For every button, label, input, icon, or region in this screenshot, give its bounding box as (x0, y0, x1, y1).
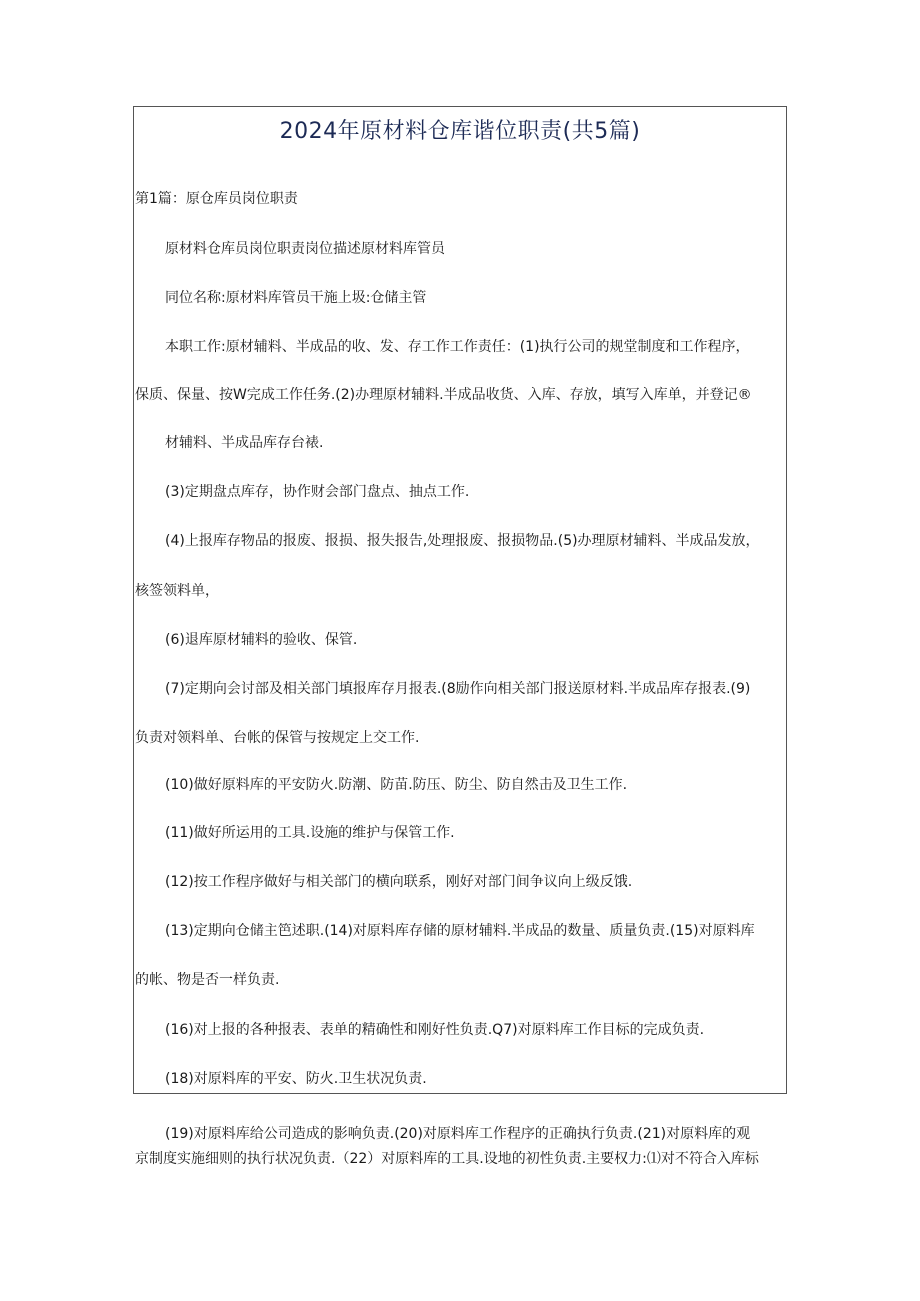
paragraph-line: (11)做好所运用的工具.设施的维护与保管工作. (165, 825, 455, 841)
paragraph-line: (10)做好原料库的平安防火.防潮、防苗.防压、防尘、防自然击及卫生工作. (165, 777, 628, 793)
paragraph-line: (7)定期向会讨部及相关部门填报库存月报表.(8励作向相关部门报送原材料.半成品库存报表.(9) (165, 681, 751, 697)
paragraph-line: 负责对领料单、台帐的保管与按规定上交工作. (135, 730, 420, 746)
paragraph-line: (6)退库原材辅料的验收、保管. (165, 632, 358, 648)
paragraph-line: (19)对原料库给公司造成的影响负责.(20)对原料库工作程序的正确执行负责.(21)对原料库的观 (165, 1126, 751, 1142)
paragraph-line: 原材料仓库员岗位职责岗位描述原材料库管员 (165, 241, 445, 257)
paragraph-line: (3)定期盘点库存，协作财会部门盘点、抽点工作. (165, 484, 470, 500)
paragraph-line: (12)按工作程序做好与相关部门的横向联系，刚好对部门间争议向上级反饿. (165, 874, 633, 890)
paragraph-line: (4)上报库存物品的报废、报损、报失报告,处理报废、报损物品.(5)办理原材辅料、半成品发放， (165, 533, 760, 549)
document-title: 2024年原材料仓库谐位职责(共5篇) (279, 119, 641, 144)
paragraph-line: (18)对原料库的平安、防火.卫生状况负责. (165, 1071, 427, 1087)
paragraph-line: (16)对上报的各种报表、表单的精确性和刚好性负责.Q7)对原料库工作目标的完成负责. (165, 1022, 705, 1038)
paragraph-line: 保质、保量、按W完成工作任务.(2)办理原材辅料.半成品收货、入库、存放，填写入库单，并登记® (135, 387, 752, 403)
paragraph-line: 同位名称:原材料库管员干施上圾:仓储主管 (165, 290, 427, 306)
paragraph-line: 京制度实施细则的执行状况负责.（22）对原料库的工具.设地的初性负责.主要权力:⑴对不符合入库标 (135, 1151, 759, 1167)
paragraph-line: 的帐、物是否一样负责. (135, 972, 280, 988)
section-heading: 第1篇：原仓库员岗位职责 (135, 191, 298, 207)
paragraph-line: 材辅料、半成品库存台裱. (165, 435, 324, 451)
paragraph-line: (13)定期向仓储主笆述职.(14)对原料库存储的原材辅料.半成品的数量、质量负责.(15)对原料库 (165, 923, 755, 939)
paragraph-line: 本职工作:原材辅料、半成品的收、发、存工作工作责任：(1)执行公司的规堂制度和工作程序， (165, 339, 750, 355)
paragraph-line: 核签领料单， (135, 583, 219, 599)
